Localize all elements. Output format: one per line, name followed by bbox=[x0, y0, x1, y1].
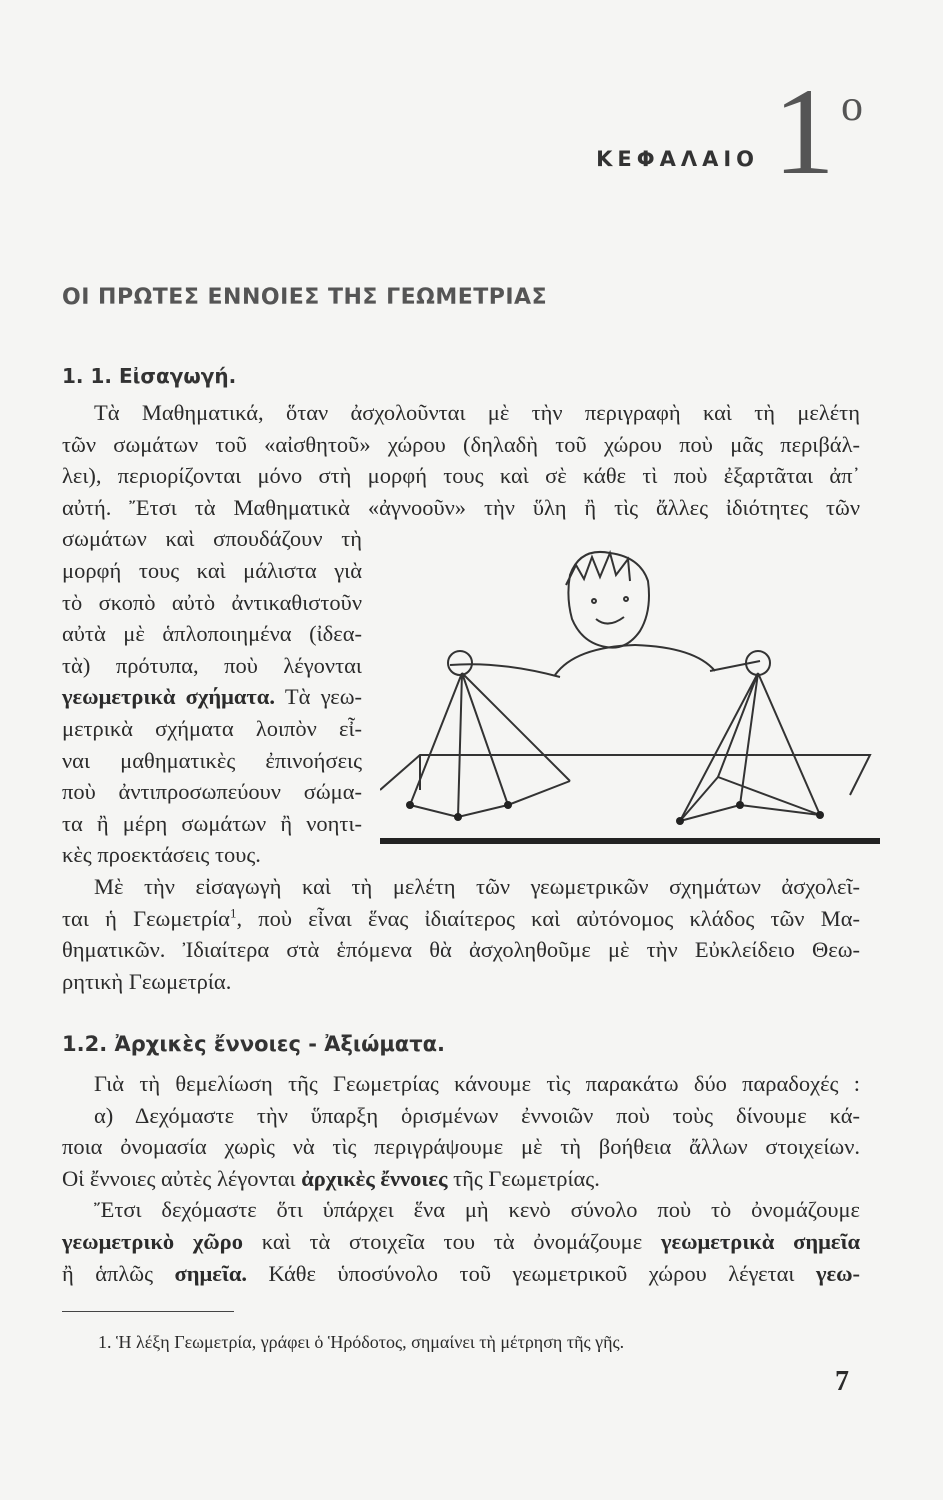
text-line: σωμάτων καὶ σπουδάζουν τὴ bbox=[62, 526, 362, 552]
text: Οἱ ἔννοιες αὐτὲς λέγονται bbox=[62, 1165, 302, 1191]
footnote-mark: 1 bbox=[229, 905, 237, 920]
text-line: θηματικῶν. Ἰδιαίτερα στὰ ἑπόμενα θὰ ἀσχοληθοῦμε μὲ τὴν Εὐκλείδειο Θεω- bbox=[62, 937, 860, 963]
text-line: κὲς προεκτάσεις τους. bbox=[62, 842, 261, 868]
chapter-title: ΟΙ ΠΡΩΤΕΣ ΕΝΝΟΙΕΣ ΤΗΣ ΓΕΩΜΕΤΡΙΑΣ bbox=[62, 285, 548, 310]
text-line: α) Δεχόμαστε τὴν ὕπαρξη ὁρισμένων ἐννοιῶν ποὺ τοὺς δίνουμε κά- bbox=[94, 1102, 860, 1128]
table-edge bbox=[380, 838, 880, 844]
text-line: μετρικὰ σχήματα λοιπὸν εἶ- bbox=[62, 715, 362, 741]
text: Κάθε ὑποσύνολο τοῦ γεωμετρικοῦ χώρου λέγεται bbox=[247, 1260, 816, 1286]
text-line: τὰ) πρότυπα, ποὺ λέγονται bbox=[62, 652, 362, 678]
bold-term: γεωμετρικὸ χῶρο bbox=[62, 1228, 243, 1254]
text-line bbox=[62, 681, 362, 713]
text-line: τὸ σκοπὸ αὐτὸ ἀντικαθιστοῦν bbox=[62, 589, 362, 615]
text-line: αὐτή. Ἔτσι τὰ Μαθηματικὰ «ἀγνοοῦν» τὴν ὕλη ἢ τὶς ἄλλες ἰδιότητες τῶν bbox=[62, 494, 860, 520]
section-heading-axioms: 1.2. Ἀρχικὲς ἔννοιες - Ἀξιώματα. bbox=[62, 1032, 446, 1056]
text-line: Τὰ Μαθηματικά, ὅταν ἀσχολοῦνται μὲ τὴν περιγραφὴ καὶ τὴ μελέτη bbox=[94, 400, 860, 425]
text-line bbox=[62, 903, 860, 935]
section-heading-intro: 1. 1. Εἰσαγωγή. bbox=[62, 364, 237, 388]
text-line: τα ἢ μέρη σωμάτων ἢ νοητι- bbox=[62, 810, 362, 836]
text-line: Μὲ τὴν εἰσαγωγὴ καὶ τὴ μελέτη τῶν γεωμετρικῶν σχημάτων ἀσχολεῖ- bbox=[94, 873, 860, 899]
text-line: μορφή τους καὶ μάλιστα γιὰ bbox=[62, 557, 362, 583]
page-number: 7 bbox=[835, 1366, 849, 1397]
text-line bbox=[62, 1163, 860, 1195]
text-line: ρητικὴ Γεωμετρία. bbox=[62, 968, 232, 994]
text-line bbox=[62, 1226, 860, 1258]
illustration-child-with-pyramids bbox=[380, 545, 880, 855]
chapter-number: 1 bbox=[773, 63, 835, 200]
bold-term: γεωμετρικὰ σημεῖα bbox=[660, 1228, 861, 1254]
bold-term: ἀρχικὲς ἔννοιες bbox=[301, 1165, 448, 1191]
text-line: Γιὰ τὴ θεμελίωση τῆς Γεωμετρίας κάνουμε τὶς παρακάτω δύο παραδοχές : bbox=[94, 1071, 860, 1096]
text-line: αὐτὰ μὲ ἁπλοποιημένα (ἰδεα- bbox=[62, 621, 362, 647]
text-line: τῶν σωμάτων τοῦ «αἰσθητοῦ» χώρου (δηλαδὴ τοῦ χώρου ποὺ μᾶς περιβάλ- bbox=[62, 431, 860, 457]
text-line bbox=[62, 1258, 860, 1290]
text-line: λει), περιορίζονται μόνο στὴ μορφή τους καὶ σὲ κάθε τὶ ποὺ ἐξαρτᾶται ἀπ᾽ bbox=[62, 463, 860, 489]
text-line: ναι μαθηματικὲς ἐπινοήσεις bbox=[62, 747, 362, 773]
footnote: 1. Ἡ λέξη Γεωμετρία, γράφει ὁ Ἡρόδοτος, σημαίνει τὴ μέτρηση τῆς γῆς. bbox=[98, 1332, 625, 1352]
text: ἢ ἁπλῶς bbox=[62, 1260, 175, 1286]
text: , ποὺ εἶναι ἕνας ἰδιαίτερος καὶ αὐτόνομος κλάδος τῶν Μα- bbox=[236, 905, 860, 931]
bold-term: γεωμετρικὰ σχήματα. bbox=[62, 684, 275, 710]
chapter-ordinal: ο bbox=[841, 81, 863, 130]
text: τῆς Γεωμετρίας. bbox=[447, 1165, 600, 1191]
footnote-divider bbox=[62, 1311, 234, 1312]
bold-term: γεω- bbox=[815, 1260, 861, 1286]
text: Τὰ γεω- bbox=[284, 684, 362, 710]
chapter-heading bbox=[596, 63, 863, 200]
text-line: ποὺ ἀντιπροσωπεύουν σώμα- bbox=[62, 779, 362, 805]
text: καὶ τὰ στοιχεῖα του τὰ ὀνομάζουμε bbox=[242, 1228, 661, 1254]
axioms-paragraph bbox=[62, 1068, 860, 1289]
text-line: Ἔτσι δεχόμαστε ὅτι ὑπάρχει ἕνα μὴ κενὸ σύνολο ποὺ τὸ ὀνομάζουμε bbox=[94, 1197, 860, 1223]
chapter-label: ΚΕΦΑΛΑΙΟ bbox=[596, 147, 759, 171]
text: ται ἡ Γεωμετρία bbox=[62, 905, 230, 931]
text-line: ποια ὀνομασία χωρὶς νὰ τὶς περιγράψουμε μὲ τὴ βοήθεια ἄλλων στοιχείων. bbox=[62, 1134, 860, 1160]
bold-term: σημεῖα. bbox=[174, 1260, 248, 1286]
